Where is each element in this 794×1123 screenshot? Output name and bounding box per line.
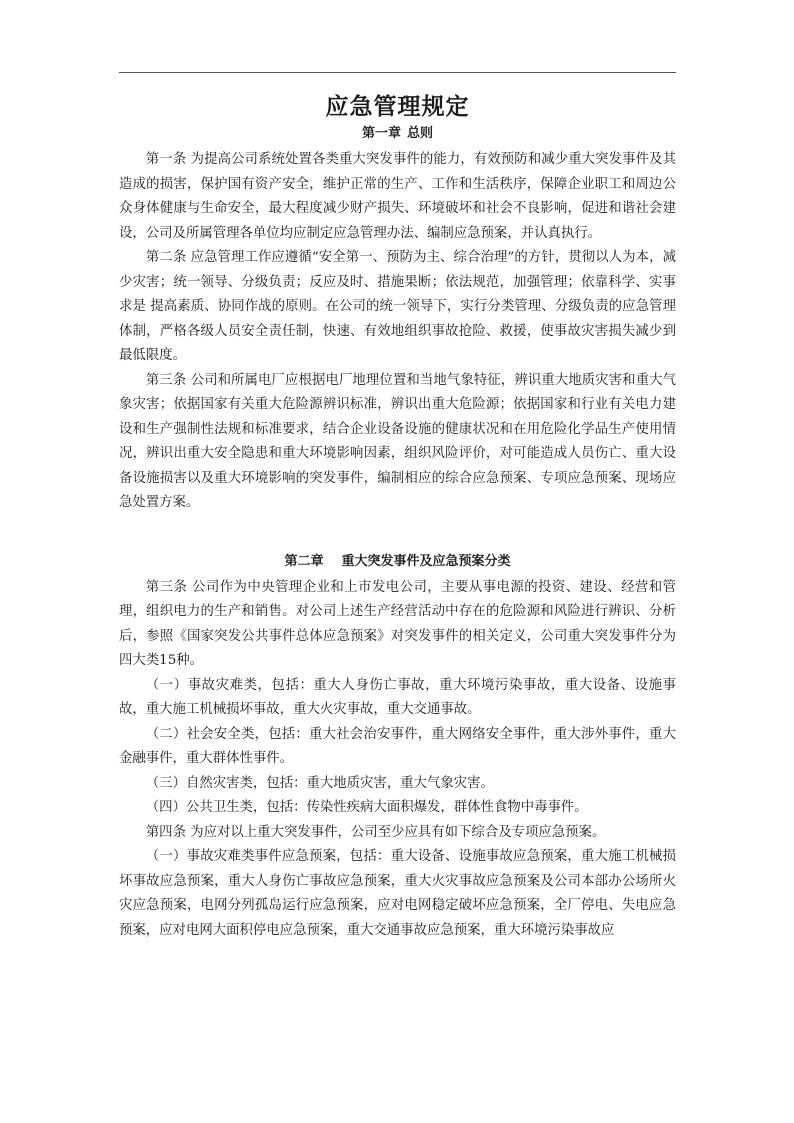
chapter-spacer xyxy=(119,516,676,552)
chapter-2-number: 第二章 xyxy=(284,553,324,569)
category-2-paragraph: （二）社会安全类，包括：重大社会治安事件，重大网络安全事件，重大涉外事件，重大金融事件，重大群体性事件。 xyxy=(119,726,676,766)
article-4-paragraph: 第四条 为应对以上重大突发事件，公司至少应具有如下综合及专项应急预案。 xyxy=(145,824,606,840)
chapter-2-name: 重大突发事件及应急预案分类 xyxy=(341,553,511,569)
chapter-2-article-3-paragraph: 第三条 公司作为中央管理企业和上市发电公司，主要从事电源的投资、建设、经营和管理，组织电力的生产和销售。对公司上述生产经营活动中存在的危险源和风险进行辨识、分析后，参照《国家突发公共事件总体应急预案》对突发事件的相关定义，公司重大突发事件分为四大类15种。 xyxy=(119,579,676,668)
header-rule xyxy=(119,72,676,73)
chapter-1-heading xyxy=(119,124,676,144)
article-2-paragraph: 第二条 应急管理工作应遵循“安全第一、预防为主、综合治理”的方针，贯彻以人为本，减少灾害；统一领导、分级负责；反应及时、措施果断；依法规范，加强管理；依靠科学、实事求是 提高素质、协同作战的原则。在公司的统一领导下，实行分类管理、分级负责的应急管理体制，严格各级人员安全责任制，快速、有效地组织事故抢险、救援，使事故灾害损失减少到最低限度。 xyxy=(119,250,676,363)
category-1-paragraph: （一）事故灾难类，包括：重大人身伤亡事故，重大环境污染事故，重大设备、设施事故，重大施工机械损坏事故，重大火灾事故，重大交通事故。 xyxy=(119,677,676,717)
chapter-1-name: 总则 xyxy=(407,126,434,141)
article-1-paragraph: 第一条 为提高公司系统处置各类重大突发事件的能力，有效预防和减少重大突发事件及其造成的损害，保护国有资产安全，维护正常的生产、工作和生活秩序，保障企业职工和周边公众身体健康与生命安全，最大程度减少财产损失、环境破坏和社会不良影响，促进和谐社会建设，公司及所属管理各单位均应制定应急管理办法、编制应急预案，并认真执行。 xyxy=(119,152,676,241)
document-title: 应急管理规定 xyxy=(325,93,470,120)
plan-category-1-paragraph: （一）事故灾难类事件应急预案，包括：重大设备、设施事故应急预案，重大施工机械损坏事故应急预案，重大人身伤亡事故应急预案，重大火灾事故应急预案及公司本部办公场所火灾应急预案，电网分列孤岛运行应急预案，应对电网稳定破坏应急预案，全厂停电、失电应急预案，应对电网大面积停电应急预案，重大交通事故应急预案，重大环境污染事故应 xyxy=(119,849,676,938)
chapter-1-number: 第一章 xyxy=(361,126,401,141)
article-3-paragraph: 第三条 公司和所属电厂应根据电厂地理位置和当地气象特征，辨识重大地质灾害和重大气象灾害；依据国家有关重大危险源辨识标准，辨识出重大危险源；依据国家和行业有关电力建设和生产强制性法规和标准要求，结合企业设备设施的健康状况和在用危险化学品生产使用情况，辨识出重大安全隐患和重大环境影响因素，组织风险评价，对可能造成人员伤亡、重大设备设施损害以及重大环境影响的突发事件，编制相应的综合应急预案、专项应急预案、现场应急处置方案。 xyxy=(119,372,676,510)
chapter-2-heading xyxy=(119,552,676,572)
category-3-paragraph: （三）自然灾害类，包括：重大地质灾害，重大气象灾害。 xyxy=(145,775,494,791)
category-4-paragraph: （四）公共卫生类，包括：传染性疾病大面积爆发，群体性食物中毒事件。 xyxy=(145,800,588,815)
document-body xyxy=(119,90,676,943)
